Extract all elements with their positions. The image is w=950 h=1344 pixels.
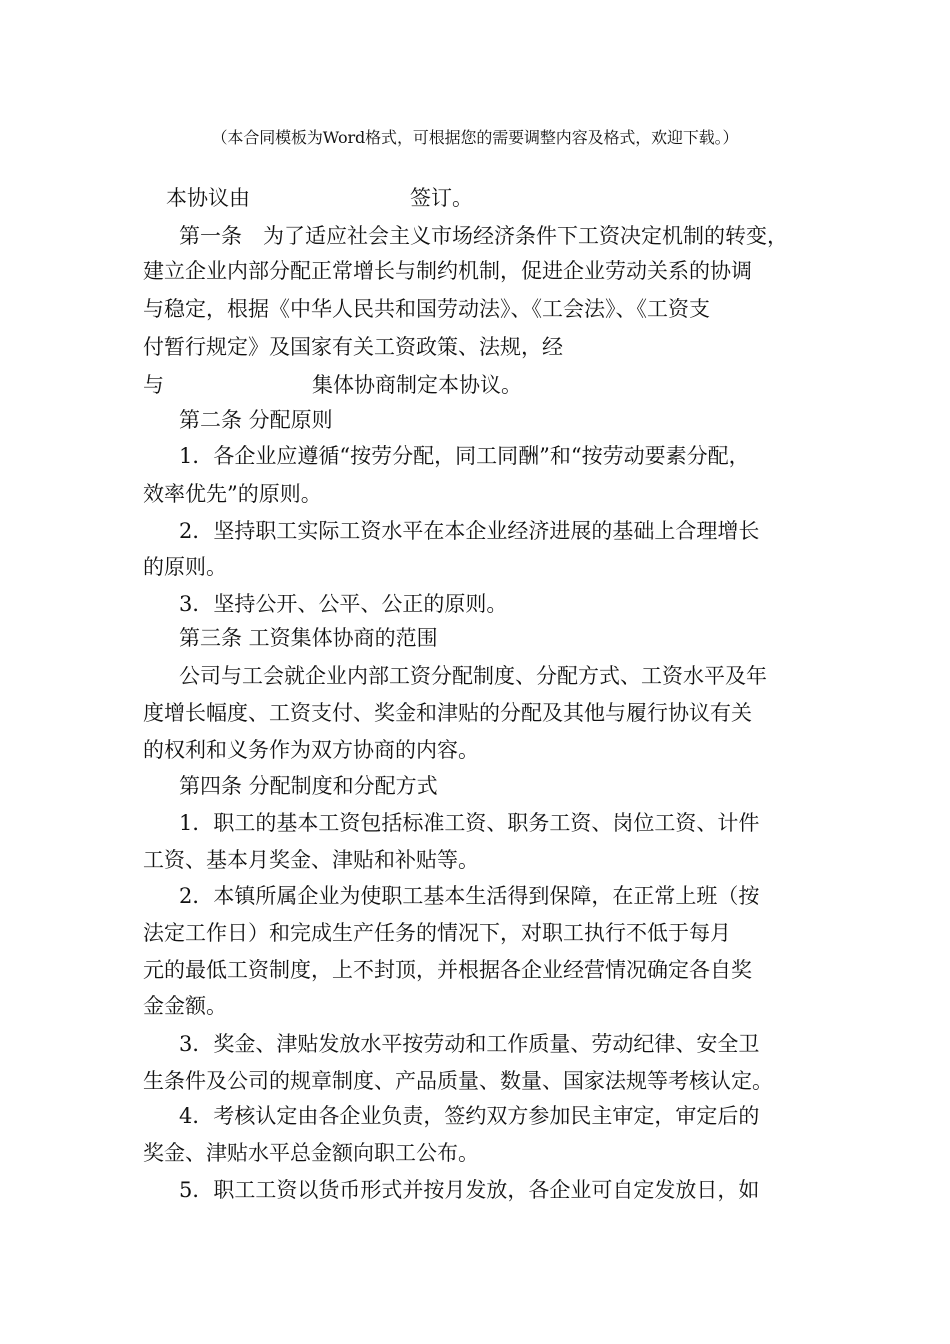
article4-item-line: 3．奖金、津贴发放水平按劳动和工作质量、劳动纪律、安全卫 [179, 1032, 760, 1056]
article1-line5-prefix: 与 [143, 373, 164, 397]
article1-line: 建立企业内部分配正常增长与制约机制，促进企业劳动关系的协调 [143, 259, 752, 283]
article4-item-line: 生条件及公司的规章制度、产品质量、数量、国家法规等考核认定。 [143, 1069, 773, 1093]
article3-line: 度增长幅度、工资支付、奖金和津贴的分配及其他与履行协议有关 [143, 701, 752, 725]
article3-heading: 第三条 工资集体协商的范围 [179, 626, 438, 650]
article4-item-line: 法定工作日）和完成生产任务的情况下，对职工执行不低于每月 [143, 921, 731, 945]
article2-item-line: 效率优先”的原则。 [143, 482, 322, 506]
article4-item-line: 2．本镇所属企业为使职工基本生活得到保障，在正常上班（按 [179, 884, 760, 908]
intro-prefix: 本协议由 [166, 186, 250, 210]
article3-line: 的权利和义务作为双方协商的内容。 [143, 738, 479, 762]
article1-line: 与稳定，根据《中华人民共和国劳动法》、《工会法》、《工资支 [143, 297, 710, 321]
article4-item-line: 金金额。 [143, 994, 227, 1018]
article2-item-line: 1．各企业应遵循“按劳分配，同工同酬”和“按劳动要素分配， [179, 444, 750, 468]
article4-item-line: 4．考核认定由各企业负责，签约双方参加民主审定，审定后的 [179, 1104, 760, 1128]
article1-line: 付暂行规定》及国家有关工资政策、法规，经 [143, 335, 563, 359]
template-note: （本合同模板为Word格式，可根据您的需要调整内容及格式，欢迎下载。） [211, 128, 739, 147]
article2-item-line: 的原则。 [143, 555, 227, 579]
article2-item-line: 2．坚持职工实际工资水平在本企业经济进展的基础上合理增长 [179, 519, 760, 543]
intro-suffix: 签订。 [410, 186, 473, 210]
article4-item-line: 1．职工的基本工资包括标准工资、职务工资、岗位工资、计件 [179, 811, 760, 835]
article4-item-line: 工资、基本月奖金、津贴和补贴等。 [143, 848, 479, 872]
article3-line: 公司与工会就企业内部工资分配制度、分配方式、工资水平及年 [179, 664, 767, 688]
agreement-intro [166, 183, 473, 213]
article2-heading: 第二条 分配原则 [179, 408, 333, 432]
article4-heading: 第四条 分配制度和分配方式 [179, 774, 438, 798]
article4-item-line: 奖金、津贴水平总金额向职工公布。 [143, 1141, 479, 1165]
article2-item-line: 3．坚持公开、公平、公正的原则。 [179, 592, 508, 616]
article4-item-line: 5．职工工资以货币形式并按月发放，各企业可自定发放日，如 [179, 1178, 760, 1202]
article1-line [143, 370, 522, 400]
article1-line5-suffix: 集体协商制定本协议。 [312, 373, 522, 397]
article4-item-line: 元的最低工资制度，上不封顶，并根据各企业经营情况确定各自奖 [143, 958, 752, 982]
article1-line: 第一条 为了适应社会主义市场经济条件下工资决定机制的转变， [179, 224, 788, 248]
